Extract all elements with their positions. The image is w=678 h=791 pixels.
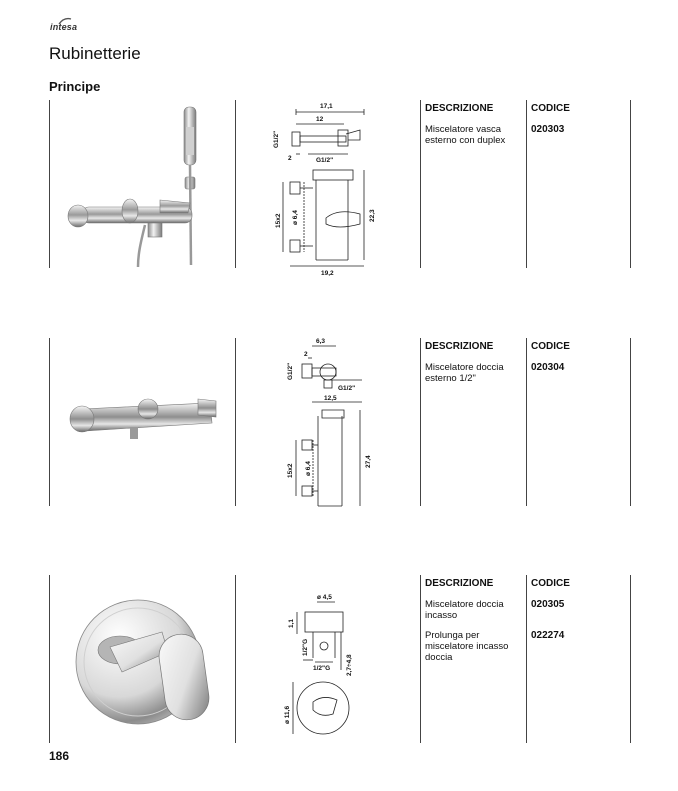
dimension-label: 2,7÷4,8 [346, 654, 353, 676]
dimension-label: 22,3 [369, 209, 376, 222]
dimension-label: 19,2 [321, 270, 334, 277]
divider [526, 100, 527, 268]
dimension-label: ø 4,5 [317, 594, 332, 601]
divider [630, 575, 631, 743]
description-header: DESCRIZIONE [425, 578, 494, 589]
divider [235, 100, 236, 268]
code-header: CODICE [531, 578, 570, 589]
divider [235, 575, 236, 743]
dimension-label: 1/2"G [313, 665, 331, 672]
description-header: DESCRIZIONE [425, 341, 494, 352]
product-code: 020304 [531, 362, 565, 373]
product-description: Miscelatore doccia esterno 1/2" [425, 362, 504, 384]
code-header: CODICE [531, 341, 570, 352]
dimension-label: 2 [304, 351, 308, 358]
dimension-label: G1/2" [316, 157, 334, 164]
technical-drawing-shower-mixer [282, 336, 372, 511]
divider [526, 575, 527, 743]
dimension-label: ø 6,4 [305, 461, 312, 476]
product-code: 020305 [531, 599, 565, 610]
divider [49, 100, 50, 268]
dimension-label: G1/2" [287, 362, 294, 380]
dimension-label: 17,1 [320, 103, 333, 110]
dimension-label: 15x2 [287, 463, 294, 478]
dimension-label: ø 11,6 [284, 705, 291, 724]
product-photo-bath-mixer [60, 105, 230, 270]
divider [49, 338, 50, 506]
divider [420, 575, 421, 743]
product-code: 020303 [531, 124, 565, 135]
dimension-label: 2 [288, 155, 292, 162]
dimension-label: 1,1 [288, 618, 295, 628]
section-title: Rubinetterie [49, 44, 141, 63]
divider [630, 100, 631, 268]
divider [420, 338, 421, 506]
dimension-label: 27,4 [365, 455, 372, 468]
product-description: Miscelatore vasca esterno con duplex [425, 124, 506, 146]
brand-logo: intesa [50, 22, 78, 32]
code-header: CODICE [531, 103, 570, 114]
page-number: 186 [49, 749, 70, 763]
product-description: Prolunga per miscelatore incasso doccia [425, 630, 509, 663]
product-photo-shower-mixer [60, 385, 225, 445]
divider [235, 338, 236, 506]
divider [49, 575, 50, 743]
dimension-label: 1/2"G [302, 638, 309, 656]
dimension-label: G1/2" [338, 385, 356, 392]
technical-drawing-concealed-mixer [283, 590, 373, 740]
product-code: 022274 [531, 630, 565, 641]
technical-drawing-bath-mixer [268, 100, 388, 277]
dimension-label: 15x2 [275, 213, 282, 228]
description-header: DESCRIZIONE [425, 103, 494, 114]
dimension-label: 12,5 [324, 395, 337, 402]
dimension-label: ø 6,4 [292, 210, 299, 225]
dimension-label: G1/2" [273, 130, 280, 148]
divider [526, 338, 527, 506]
product-description: Miscelatore doccia incasso [425, 599, 504, 621]
divider [420, 100, 421, 268]
dimension-label: 12 [316, 116, 324, 123]
dimension-label: 6,3 [316, 338, 326, 345]
divider [630, 338, 631, 506]
series-title: Principe [49, 79, 101, 94]
product-photo-concealed-mixer [70, 592, 220, 732]
